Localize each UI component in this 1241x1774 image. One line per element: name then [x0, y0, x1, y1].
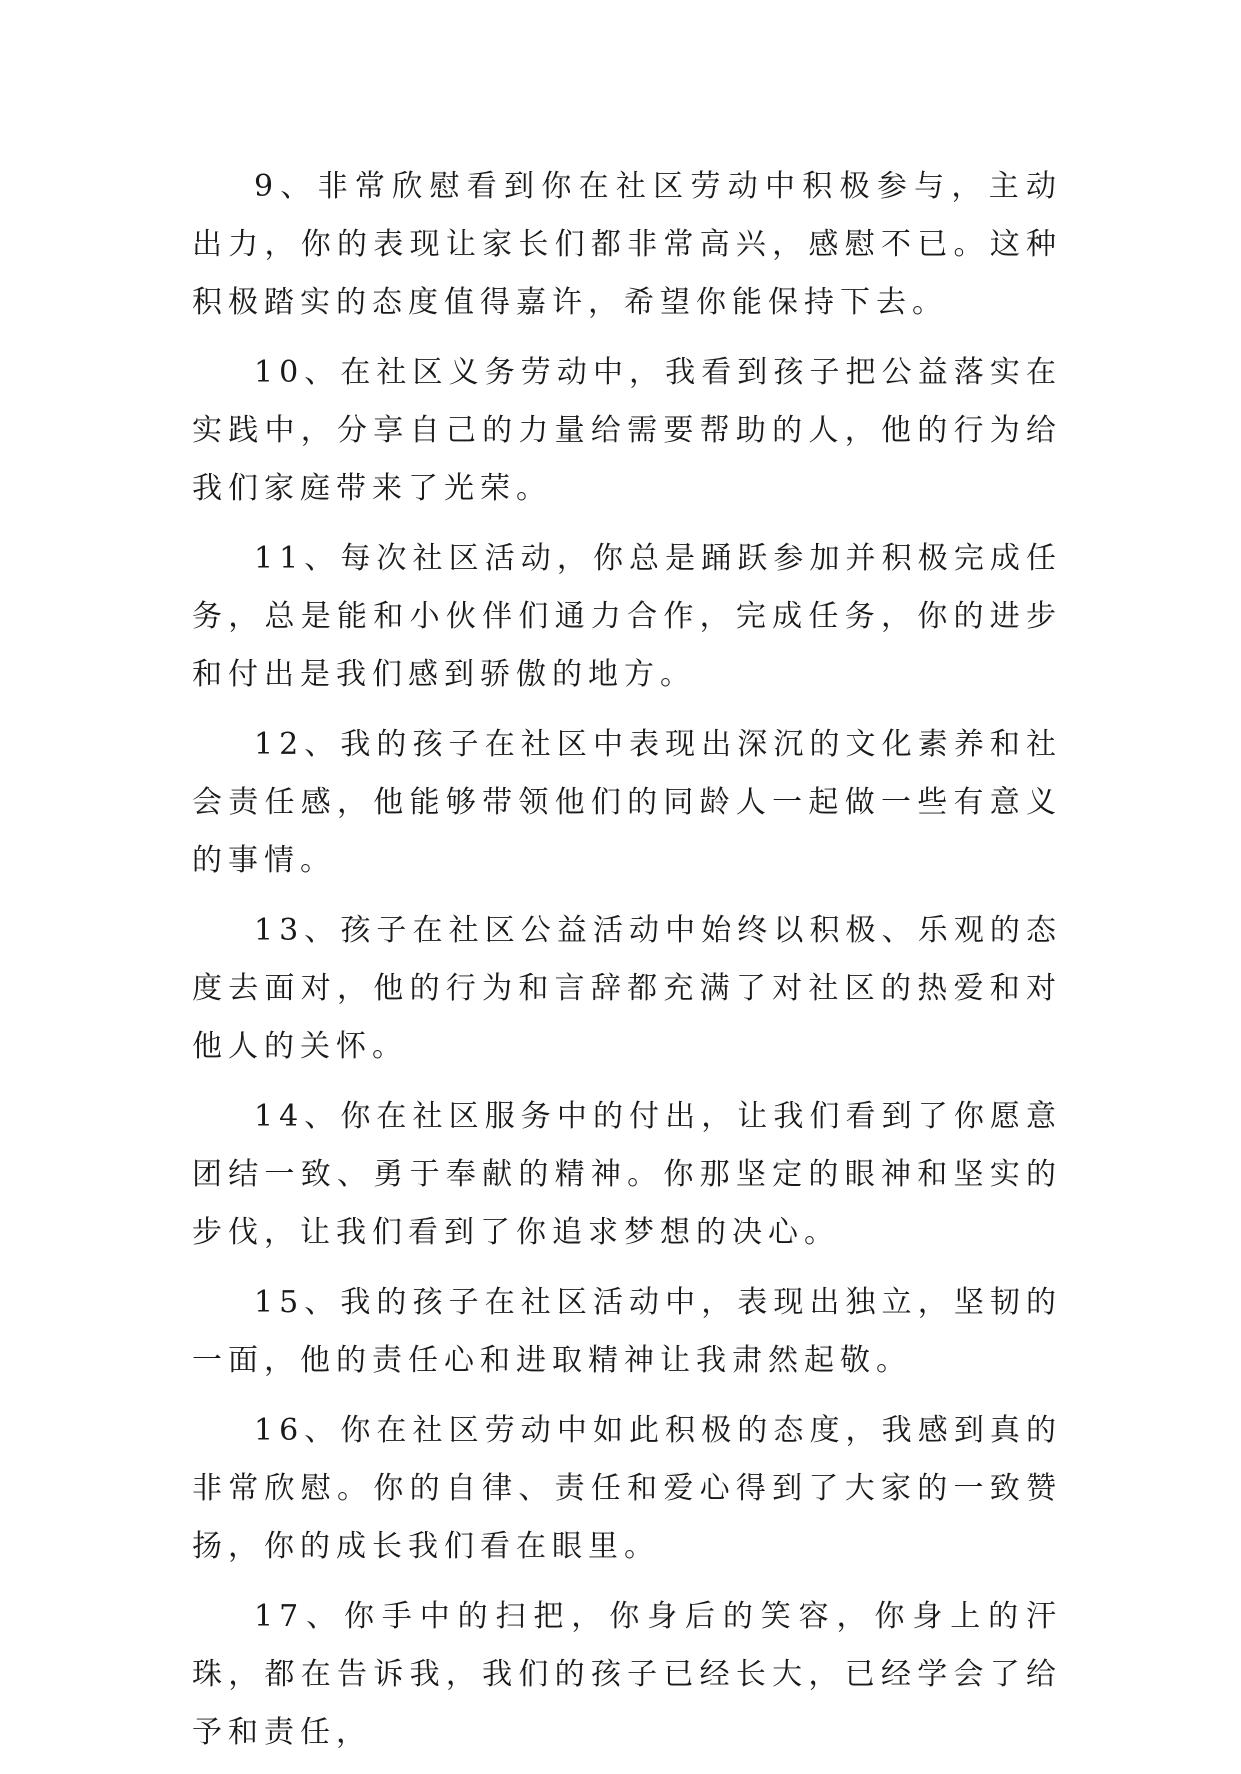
paragraph-9: 9、非常欣慰看到你在社区劳动中积极参与，主动出力，你的表现让家长们都非常高兴，感慰不已。这种积极踏实的态度值得嘉许，希望你能保持下去。 — [192, 169, 1062, 320]
paragraph-13: 13、孩子在社区公益活动中始终以积极、乐观的态度去面对，他的行为和言辞都充满了对社区的热爱和对他人的关怀。 — [192, 913, 1062, 1064]
paragraph-15: 15、我的孩子在社区活动中，表现出独立，坚韧的一面，他的责任心和进取精神让我肃然起敬。 — [192, 1285, 1062, 1378]
paragraph-16: 16、你在社区劳动中如此积极的态度，我感到真的非常欣慰。你的自律、责任和爱心得到了大家的一致赞扬，你的成长我们看在眼里。 — [192, 1413, 1062, 1564]
document-body — [192, 158, 1062, 1774]
paragraph-11: 11、每次社区活动，你总是踊跃参加并积极完成任务，总是能和小伙伴们通力合作，完成任务，你的进步和付出是我们感到骄傲的地方。 — [192, 541, 1062, 692]
paragraph-17: 17、你手中的扫把，你身后的笑容，你身上的汗珠，都在告诉我，我们的孩子已经长大，已经学会了给予和责任， — [192, 1599, 1062, 1750]
paragraph-12: 12、我的孩子在社区中表现出深沉的文化素养和社会责任感，他能够带领他们的同龄人一起做一些有意义的事情。 — [192, 727, 1062, 878]
paragraph-14: 14、你在社区服务中的付出，让我们看到了你愿意团结一致、勇于奉献的精神。你那坚定的眼神和坚实的步伐，让我们看到了你追求梦想的决心。 — [192, 1099, 1062, 1250]
paragraph-10: 10、在社区义务劳动中，我看到孩子把公益落实在实践中，分享自己的力量给需要帮助的人，他的行为给我们家庭带来了光荣。 — [192, 355, 1062, 506]
